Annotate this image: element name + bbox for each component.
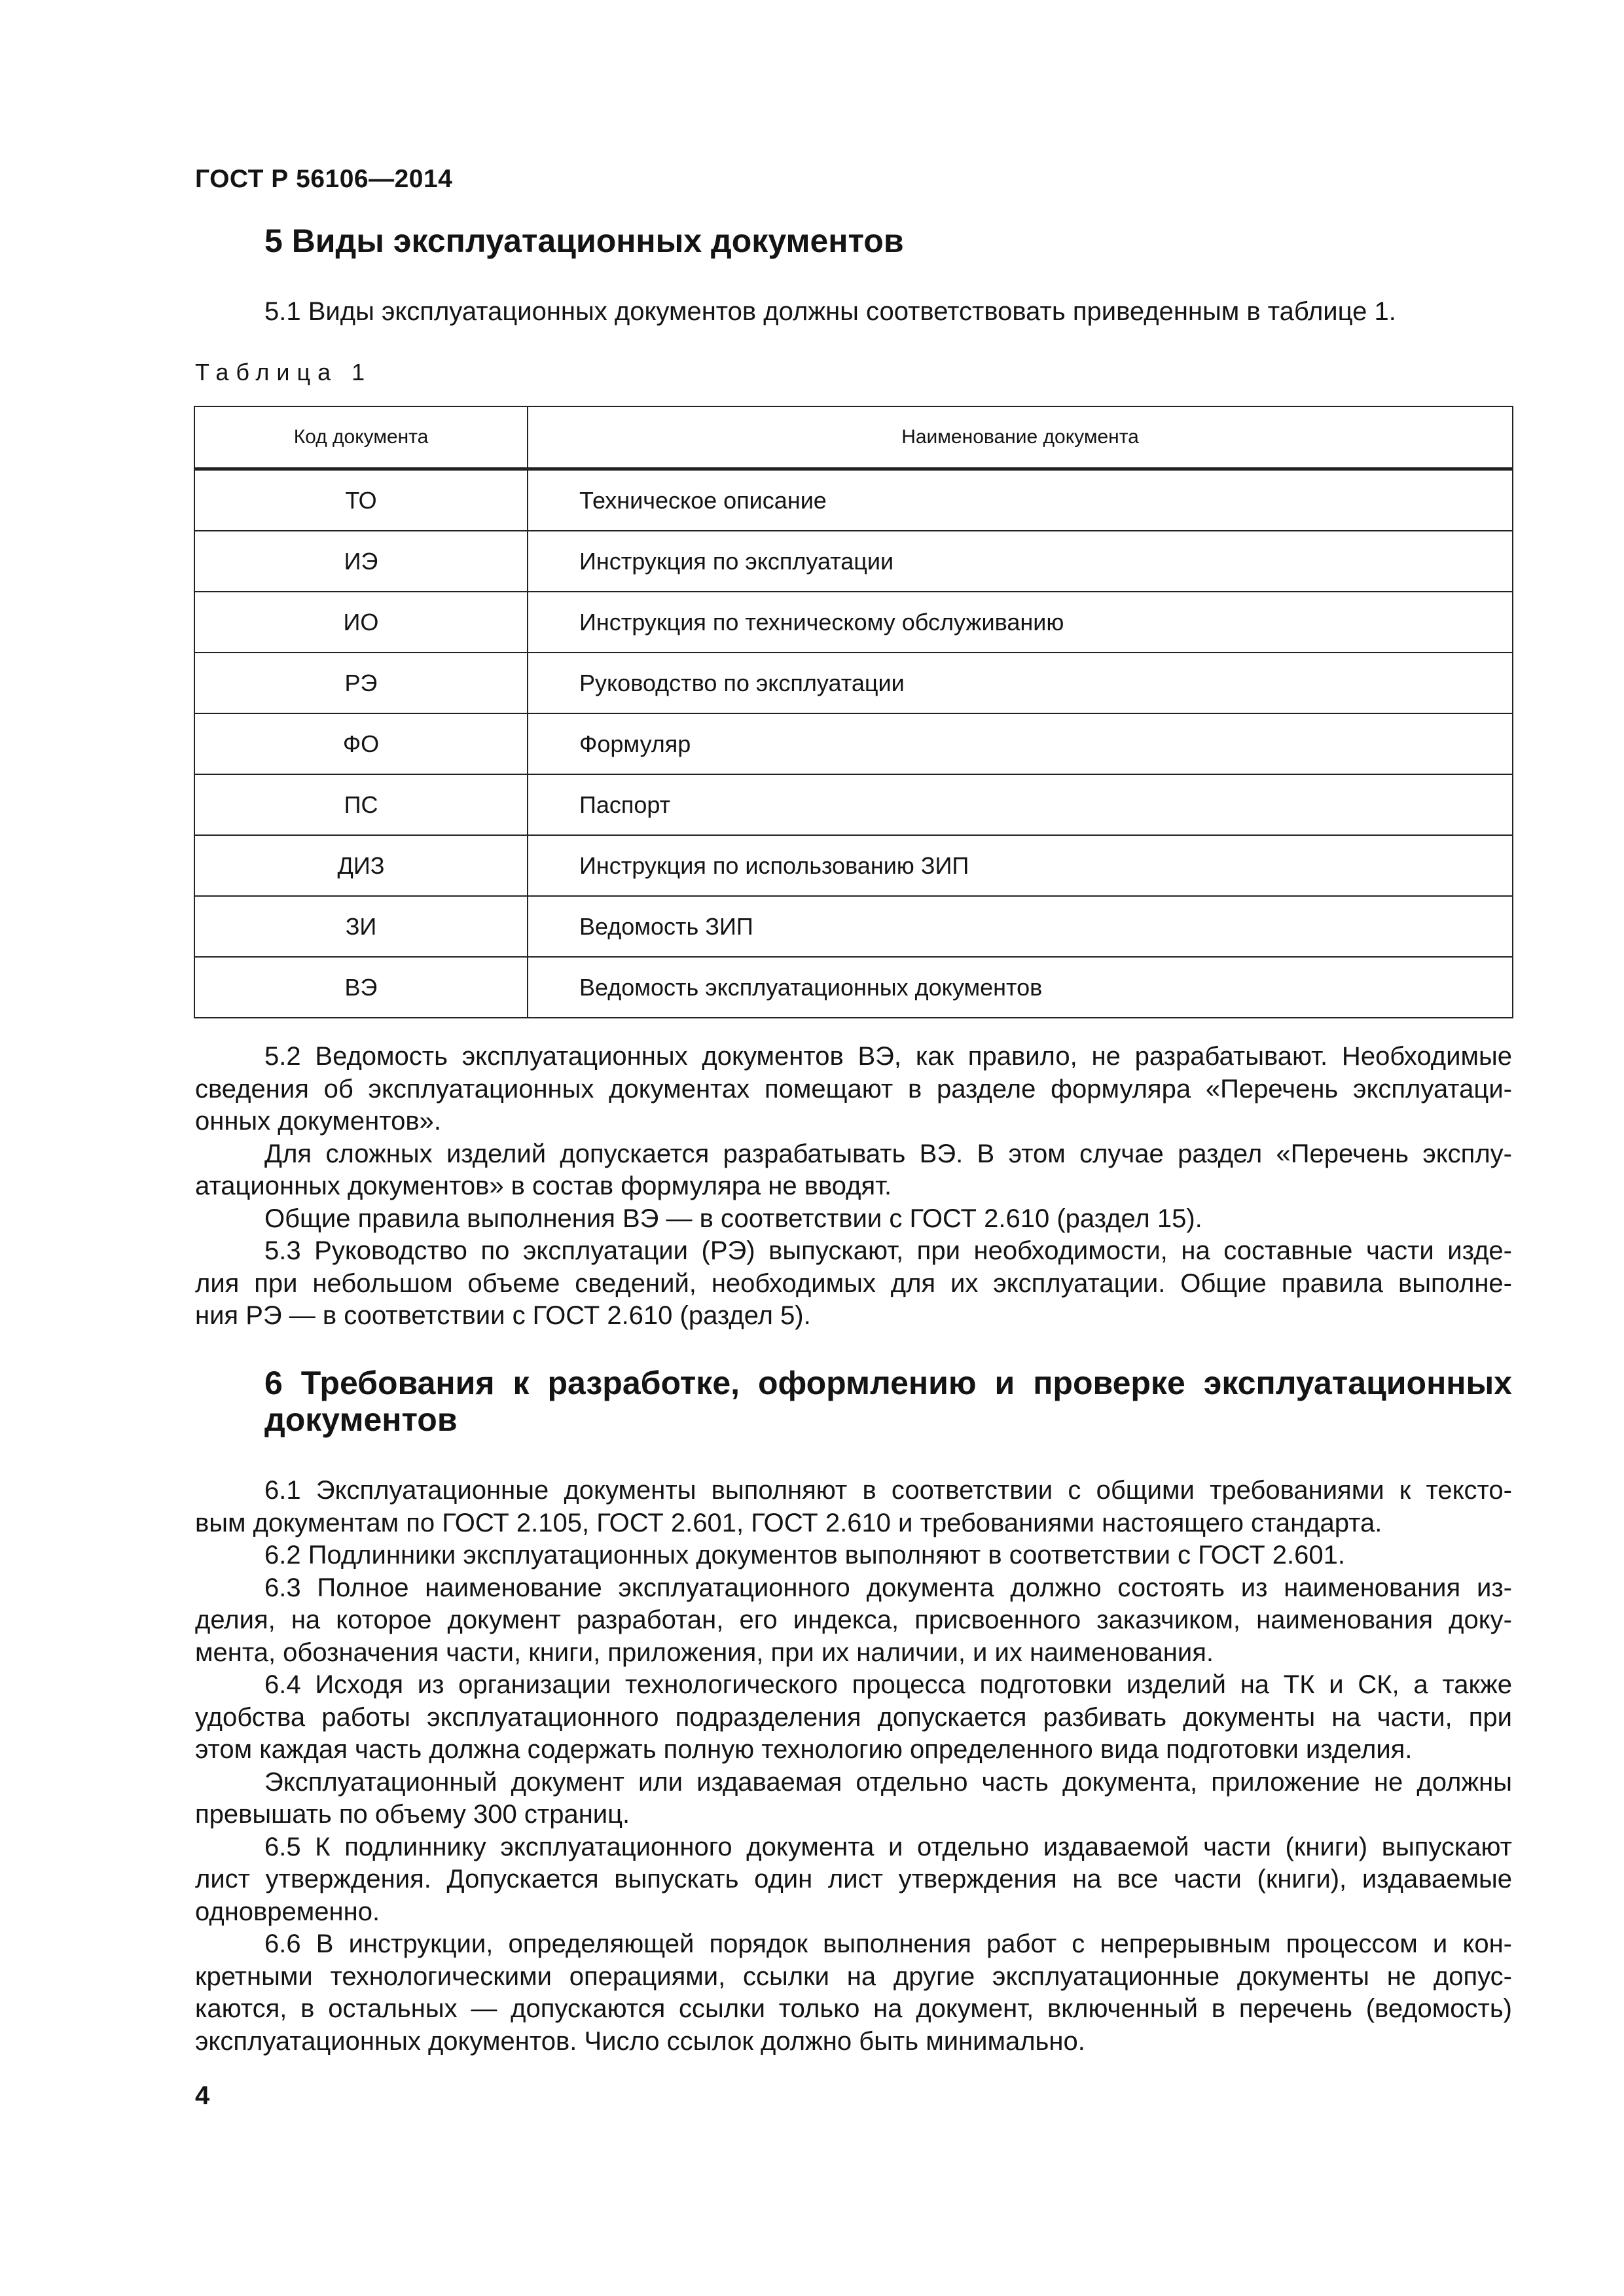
cell-name: Руководство по эксплуатации — [528, 653, 1513, 713]
paragraph-5-3-line: ния РЭ — в соответствии с ГОСТ 2.610 (раздел 5). — [195, 1301, 811, 1330]
table-caption: Таблица 1 — [195, 359, 372, 386]
table-row — [194, 531, 1513, 592]
paragraph-5-2-line: онных документов». — [195, 1107, 441, 1136]
paragraph-6-2-line: 6.2 Подлинники эксплуатационных документов выполняют в соответствии с ГОСТ 2.601. — [264, 1541, 1346, 1570]
cell-code: ИЭ — [194, 531, 528, 592]
paragraph-6-4-line: удобства работы эксплуатационного подразделения допускается разбивать документы на части, при — [195, 1702, 1512, 1732]
paragraph-6-1-line: 6.1 Эксплуатационные документы выполняют в соответствии с общими требованиями к тексто- — [264, 1476, 1512, 1505]
cell-name: Ведомость эксплуатационных документов — [528, 957, 1513, 1018]
cell-code: ВЭ — [194, 957, 528, 1018]
paragraph-6-3-line: мента, обозначения части, книги, приложения, при их наличии, и их наименования. — [195, 1638, 1214, 1667]
section-5-title: 5 Виды эксплуатационных документов — [264, 223, 904, 259]
paragraph-6-4b-line: превышать по объему 300 страниц. — [195, 1800, 630, 1829]
table-row — [194, 653, 1513, 713]
table-row — [194, 774, 1513, 835]
cell-name: Инструкция по использованию ЗИП — [528, 835, 1513, 896]
cell-code: ИО — [194, 592, 528, 653]
cell-name: Инструкция по эксплуатации — [528, 531, 1513, 592]
paragraph-5-2b-line: атационных документов» в состав формуляра не вводят. — [195, 1172, 892, 1200]
paragraph-5-3-line: лия при небольшом объеме сведений, необходимых для их эксплуатации. Общие правила выполне- — [195, 1268, 1512, 1298]
cell-code: ПС — [194, 774, 528, 835]
paragraph-5-2b-line: Для сложных изделий допускается разрабатывать ВЭ. В этом случае раздел «Перечень эксплу- — [264, 1139, 1512, 1168]
table-row — [194, 713, 1513, 774]
table-row — [194, 592, 1513, 653]
cell-name: Инструкция по техническому обслуживанию — [528, 592, 1513, 653]
cell-name: Паспорт — [528, 774, 1513, 835]
paragraph-6-6-line: 6.6 В инструкции, определяющей порядок выполнения работ с непрерывным процессом и кон- — [264, 1929, 1512, 1958]
paragraph-6-4b-line: Эксплуатационный документ или издаваемая отдельно часть документа, приложение не должны — [264, 1767, 1512, 1797]
table-row — [194, 957, 1513, 1018]
cell-code: ДИЗ — [194, 835, 528, 896]
cell-code: ЗИ — [194, 896, 528, 957]
section-6-text-block — [195, 1475, 1512, 2058]
paragraph-6-6-line: каются, в остальных — допускаются ссылки только на документ, включенный в перечень (ведомость) — [195, 1994, 1512, 2023]
table-row — [194, 896, 1513, 957]
paragraph-6-3-line: делия, на которое документ разработан, его индекса, присвоенного заказчиком, наименования доку- — [195, 1605, 1512, 1634]
section-6-title — [264, 1365, 1512, 1438]
cell-code: ФО — [194, 713, 528, 774]
table-header-row — [194, 406, 1513, 469]
header-name: Наименование документа — [528, 406, 1513, 469]
paragraph-6-5-line: 6.5 К подлиннику эксплуатационного документа и отдельно издаваемой части (книги) выпускают — [264, 1832, 1512, 1861]
page-number: 4 — [195, 2081, 210, 2110]
cell-code: РЭ — [194, 653, 528, 713]
cell-code: ТО — [194, 469, 528, 531]
paragraph-5-2-line: сведения об эксплуатационных документах помещают в разделе формуляра «Перечень эксплуатаци- — [195, 1074, 1512, 1103]
paragraph-6-5-line: одновременно. — [195, 1897, 380, 1926]
section-6-title-line: 6 Требования к разработке, оформлению и проверке эксплуатационных — [264, 1365, 1512, 1401]
table-row — [194, 835, 1513, 896]
cell-name: Формуляр — [528, 713, 1513, 774]
paragraph-6-4-line: этом каждая часть должна содержать полную технологию определенного вида подготовки изделия. — [195, 1735, 1413, 1764]
table-row — [194, 469, 1513, 531]
section-5-text-block — [195, 1041, 1512, 1333]
document-types-table — [194, 406, 1513, 1018]
paragraph-6-3-line: 6.3 Полное наименование эксплуатационного документа должно состоять из наименования из- — [264, 1573, 1512, 1602]
paragraph-5-1: 5.1 Виды эксплуатационных документов должны соответствовать приведенным в таблице 1. — [264, 297, 1396, 326]
paragraph-5-2c-line: Общие правила выполнения ВЭ — в соответствии с ГОСТ 2.610 (раздел 15). — [264, 1204, 1202, 1233]
paragraph-6-6-line: эксплуатационных документов. Число ссылок должно быть минимально. — [195, 2026, 1085, 2056]
cell-name: Техническое описание — [528, 469, 1513, 531]
paragraph-6-4-line: 6.4 Исходя из организации технологического процесса подготовки изделий на ТК и СК, а также — [264, 1670, 1512, 1699]
document-code-header: ГОСТ Р 56106—2014 — [195, 165, 453, 193]
paragraph-6-6-line: кретными технологическими операциями, ссылки на другие эксплуатационные документы не допус- — [195, 1962, 1512, 1991]
paragraph-5-2-line: 5.2 Ведомость эксплуатационных документов ВЭ, как правило, не разрабатывают. Необходимые — [264, 1042, 1512, 1071]
paragraph-5-3-line: 5.3 Руководство по эксплуатации (РЭ) выпускают, при необходимости, на составные части изде- — [264, 1236, 1512, 1265]
cell-name: Ведомость ЗИП — [528, 896, 1513, 957]
paragraph-6-5-line: лист утверждения. Допускается выпускать один лист утверждения на все части (книги), издаваемые — [195, 1865, 1512, 1893]
header-code: Код документа — [194, 406, 528, 469]
paragraph-6-1-line: вым документам по ГОСТ 2.105, ГОСТ 2.601, ГОСТ 2.610 и требованиями настоящего стандарта. — [195, 1508, 1382, 1537]
section-6-title-line: документов — [264, 1401, 458, 1438]
